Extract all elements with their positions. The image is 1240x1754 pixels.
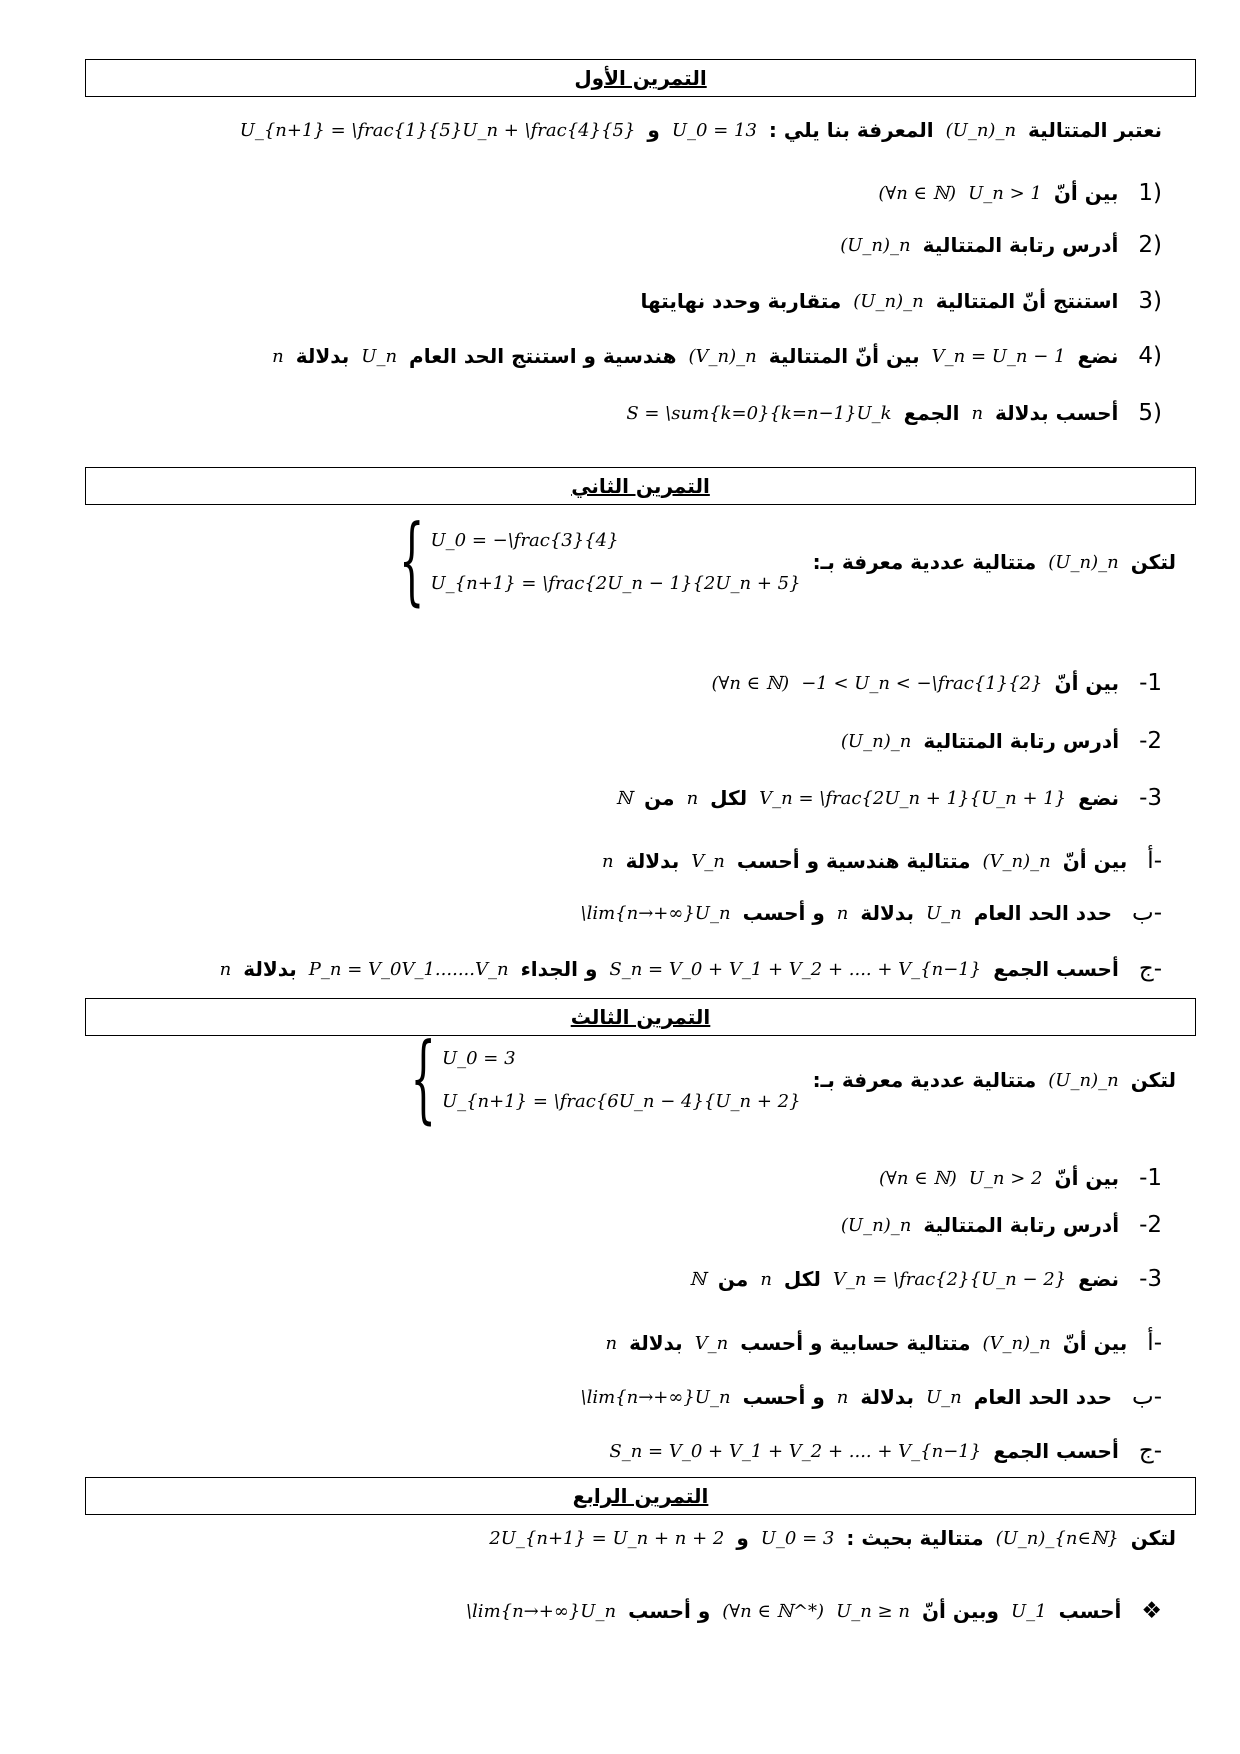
question-item — [466, 1598, 1162, 1624]
question-number: 3) — [1138, 288, 1162, 314]
question-number: -3 — [1139, 1266, 1162, 1292]
question-number: ج- — [1138, 956, 1162, 982]
arabic-text: من — [644, 786, 675, 810]
math-expression: n — [605, 1332, 618, 1354]
arabic-text: بدلالة — [860, 901, 914, 925]
math-expression: \lim{n→+∞}U_n — [465, 1600, 617, 1622]
exercise-title: التمرين الثاني — [571, 474, 710, 498]
question-item — [841, 1212, 1162, 1238]
arabic-text: استنتج أنّ المتتالية — [935, 289, 1119, 313]
question-item — [879, 1165, 1162, 1191]
arabic-text: و — [736, 1526, 749, 1550]
math-expression: U_n — [361, 345, 398, 367]
math-expression: (U_n)_n — [840, 730, 912, 752]
question-number: -3 — [1139, 785, 1162, 811]
math-expression: V_n = \frac{2}{U_n − 2} — [832, 1268, 1067, 1290]
arabic-text: لتكن — [1130, 1526, 1176, 1550]
arabic-text: من — [717, 1267, 749, 1291]
question-item — [616, 785, 1162, 811]
math-expression: \lim{n→+∞}U_n — [580, 902, 731, 924]
left-brace-icon: { — [410, 1024, 436, 1136]
math-expression: n — [219, 958, 232, 980]
arabic-text: لتكن — [1130, 550, 1176, 574]
math-expression: P_n = V_0V_1.......V_n — [308, 958, 509, 980]
arabic-text: نضع — [1078, 786, 1120, 810]
arabic-text: متتالية عددية معرفة بـ: — [812, 550, 1037, 574]
math-expression: (U_n)_n — [840, 1214, 912, 1236]
math-expression: (∀n ∈ ℕ) — [878, 182, 957, 204]
question-item — [606, 1330, 1163, 1356]
exercise-title-box — [85, 1477, 1196, 1515]
arabic-text: و أحسب — [628, 1599, 711, 1623]
question-number: 5) — [1138, 400, 1162, 426]
question-number: 1) — [1138, 180, 1162, 206]
question-item — [841, 728, 1162, 754]
question-item — [581, 900, 1163, 926]
arabic-text: بين أنّ — [1054, 671, 1120, 695]
math-expression: n — [836, 902, 849, 924]
question-number: أ- — [1147, 1330, 1162, 1356]
equation-system — [399, 506, 801, 618]
equation-system — [410, 1024, 801, 1136]
question-number: أ- — [1147, 848, 1162, 874]
arabic-text: و الجداء — [520, 957, 598, 981]
question-item — [626, 400, 1162, 426]
arabic-text: وبين أنّ — [921, 1599, 999, 1623]
exercise-title: التمرين الأول — [574, 66, 707, 90]
math-expression: (U_n)_n — [840, 234, 911, 256]
question-item — [711, 670, 1162, 696]
arabic-text: لكل — [710, 786, 748, 810]
math-expression: V_n — [694, 1332, 729, 1354]
arabic-text: متتالية حسابية و أحسب — [740, 1331, 971, 1355]
question-item — [609, 1438, 1162, 1464]
question-item — [689, 1266, 1162, 1292]
math-expression: (U_n)_n — [1048, 1069, 1119, 1091]
math-expression: (V_n)_n — [982, 1332, 1051, 1354]
math-expression: (U_n)_n — [853, 290, 924, 312]
exercise-statement — [489, 1526, 1176, 1550]
arabic-text: حدد الحد العام — [973, 901, 1113, 925]
exercise-title: التمرين الرابع — [572, 1484, 709, 1508]
arabic-text: نعتبر المتتالية — [1028, 118, 1162, 142]
arabic-text: أدرس رتابة المتتالية — [923, 1213, 1120, 1237]
system-equation: U_{n+1} = \frac{6U_n − 4}{U_n + 2} — [441, 1091, 801, 1112]
question-number: -2 — [1139, 1212, 1162, 1238]
arabic-text: لكل — [783, 1267, 821, 1291]
question-number: -1 — [1139, 670, 1162, 696]
arabic-text: نضع — [1078, 1267, 1120, 1291]
math-expression: S_n = V_0 + V_1 + V_2 + .... + V_{n−1} — [609, 1440, 982, 1462]
math-expression: (∀n ∈ ℕ) — [879, 1167, 957, 1189]
math-expression: 2U_{n+1} = U_n + n + 2 — [489, 1527, 725, 1549]
question-item — [581, 1384, 1163, 1410]
exercise-title-box — [85, 59, 1196, 97]
question-number: -1 — [1139, 1165, 1162, 1191]
system-equation: U_0 = −\frac{3}{4} — [430, 530, 619, 551]
math-expression: S_n = V_0 + V_1 + V_2 + .... + V_{n−1} — [609, 958, 982, 980]
question-item — [640, 288, 1162, 314]
question-number: ب- — [1132, 1384, 1162, 1410]
arabic-text: بين أنّ المتتالية — [768, 344, 920, 368]
math-expression: U_n > 2 — [968, 1167, 1043, 1189]
arabic-text: بين أنّ — [1054, 1166, 1120, 1190]
arabic-text: و أحسب — [742, 901, 825, 925]
arabic-text: هندسية و استنتج الحد العام — [409, 344, 677, 368]
exercise-title-box — [85, 998, 1196, 1036]
math-expression: (∀n ∈ ℕ^*) — [722, 1600, 825, 1622]
system-rows — [430, 530, 800, 594]
arabic-text: الجمع — [903, 401, 960, 425]
arabic-text: أحسب الجمع — [993, 957, 1119, 981]
arabic-text: أحسب بدلالة — [995, 401, 1119, 425]
math-expression: n — [686, 787, 699, 809]
system-rows — [442, 1048, 801, 1112]
math-expression: n — [836, 1386, 849, 1408]
arabic-text: متتالية هندسية و أحسب — [736, 849, 971, 873]
arabic-text: لتكن — [1130, 1068, 1176, 1092]
arabic-text: متتالية عددية معرفة بـ: — [812, 1068, 1037, 1092]
arabic-text: متتالية بحيث : — [846, 1526, 984, 1550]
arabic-text: بدلالة — [860, 1385, 914, 1409]
arabic-text: بين أنّ — [1062, 849, 1128, 873]
math-expression: (U_n)_{n∈ℕ} — [995, 1527, 1119, 1549]
math-expression: (U_n)_n — [945, 119, 1017, 141]
math-expression: U_{n+1} = \frac{1}{5}U_n + \frac{4}{5} — [239, 119, 636, 141]
left-brace-icon: { — [399, 506, 425, 618]
arabic-text: و أحسب — [742, 1385, 825, 1409]
math-expression: −1 < U_n < −\frac{1}{2} — [801, 672, 1043, 694]
question-number: -2 — [1139, 728, 1162, 754]
arabic-text: بدلالة — [629, 1331, 683, 1355]
question-item — [878, 180, 1162, 206]
math-expression: U_n ≥ n — [836, 1600, 910, 1622]
question-number: ❖ — [1141, 1598, 1162, 1624]
math-expression: \lim{n→+∞}U_n — [580, 1386, 731, 1408]
exercise-title-box — [85, 467, 1196, 505]
arabic-text: نضع — [1077, 344, 1119, 368]
arabic-text: أدرس رتابة المتتالية — [923, 729, 1120, 753]
math-expression: ℕ — [689, 1268, 706, 1290]
math-expression: n — [760, 1268, 772, 1290]
math-expression: U_0 = 3 — [760, 1527, 835, 1549]
exercise-statement — [240, 118, 1162, 142]
arabic-text: بدلالة — [243, 957, 297, 981]
arabic-text: المعرفة بنا يلي : — [768, 118, 934, 142]
arabic-text: أحسب الجمع — [993, 1439, 1119, 1463]
system-equation: U_0 = 3 — [441, 1048, 516, 1069]
arabic-text: أحسب — [1058, 1599, 1122, 1623]
math-expression: (V_n)_n — [688, 345, 757, 367]
arabic-text: أدرس رتابة المتتالية — [922, 233, 1119, 257]
math-expression: n — [272, 345, 284, 367]
arabic-text: و — [647, 118, 660, 142]
question-item — [220, 956, 1162, 982]
question-number: ب- — [1132, 900, 1162, 926]
question-item — [602, 848, 1162, 874]
math-expression: U_0 = 13 — [671, 119, 757, 141]
math-expression: U_1 — [1010, 1600, 1047, 1622]
math-expression: U_n — [925, 1386, 962, 1408]
math-expression: U_n > 1 — [968, 182, 1042, 204]
exercise-statement — [399, 506, 1176, 618]
arabic-text: بين أنّ — [1053, 181, 1119, 205]
math-expression: U_n — [925, 902, 962, 924]
arabic-text: حدد الحد العام — [973, 1385, 1113, 1409]
math-expression: n — [971, 402, 984, 424]
math-expression: ℕ — [615, 787, 633, 809]
math-expression: (V_n)_n — [982, 850, 1051, 872]
math-expression: (U_n)_n — [1048, 551, 1119, 573]
question-number: 2) — [1138, 232, 1162, 258]
math-expression: V_n = \frac{2U_n + 1}{U_n + 1} — [759, 787, 1067, 809]
arabic-text: متقاربة وحدد نهايتها — [640, 289, 842, 313]
question-number: 4) — [1138, 343, 1162, 369]
exercise-title: التمرين الثالث — [570, 1005, 711, 1029]
question-number: ج- — [1138, 1438, 1162, 1464]
question-item — [840, 232, 1162, 258]
math-expression: (∀n ∈ ℕ) — [711, 672, 790, 694]
exercise-statement — [410, 1024, 1176, 1136]
arabic-text: بدلالة — [625, 849, 680, 873]
arabic-text: بدلالة — [295, 344, 350, 368]
math-expression: n — [602, 850, 614, 872]
arabic-text: بين أنّ — [1062, 1331, 1128, 1355]
system-equation: U_{n+1} = \frac{2U_n − 1}{2U_n + 5} — [430, 573, 801, 594]
math-expression: S = \sum{k=0}{k=n−1}U_k — [626, 402, 892, 424]
math-expression: V_n — [691, 850, 725, 872]
math-expression: V_n = U_n − 1 — [931, 345, 1066, 367]
question-item — [272, 343, 1162, 369]
